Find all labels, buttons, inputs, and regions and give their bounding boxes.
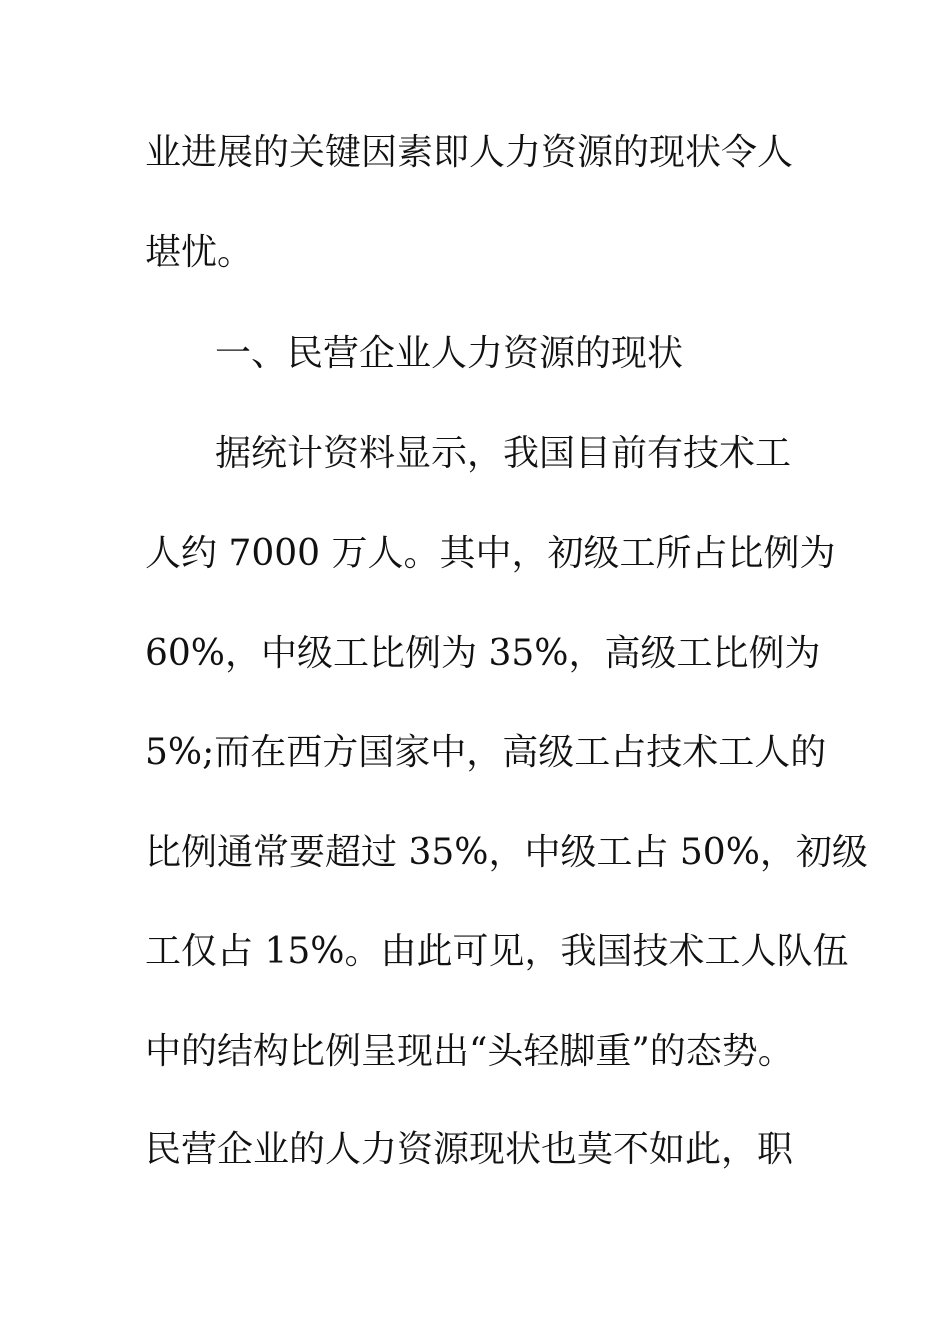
section-heading: 一、民营企业人力资源的现状	[215, 333, 684, 374]
paragraph-line: 工仅占 15%。由此可见，我国技术工人队伍	[145, 931, 849, 972]
paragraph-line: 5%;而在西方国家中，高级工占技术工人的	[145, 732, 827, 773]
paragraph-line: 业进展的关键因素即人力资源的现状令人	[145, 132, 794, 173]
paragraph-line: 60%，中级工比例为 35%，高级工比例为	[145, 633, 821, 674]
paragraph-line: 中的结构比例呈现出“头轻脚重”的态势。	[145, 1031, 794, 1072]
paragraph-line: 民营企业的人力资源现状也莫不如此，职	[145, 1129, 794, 1170]
paragraph-line: 比例通常要超过 35%，中级工占 50%，初级	[145, 832, 868, 873]
paragraph-line: 堪忧。	[145, 232, 254, 273]
paragraph-line: 据统计资料显示，我国目前有技术工	[215, 433, 792, 474]
paragraph-line: 人约 7000 万人。其中，初级工所占比例为	[145, 533, 836, 574]
